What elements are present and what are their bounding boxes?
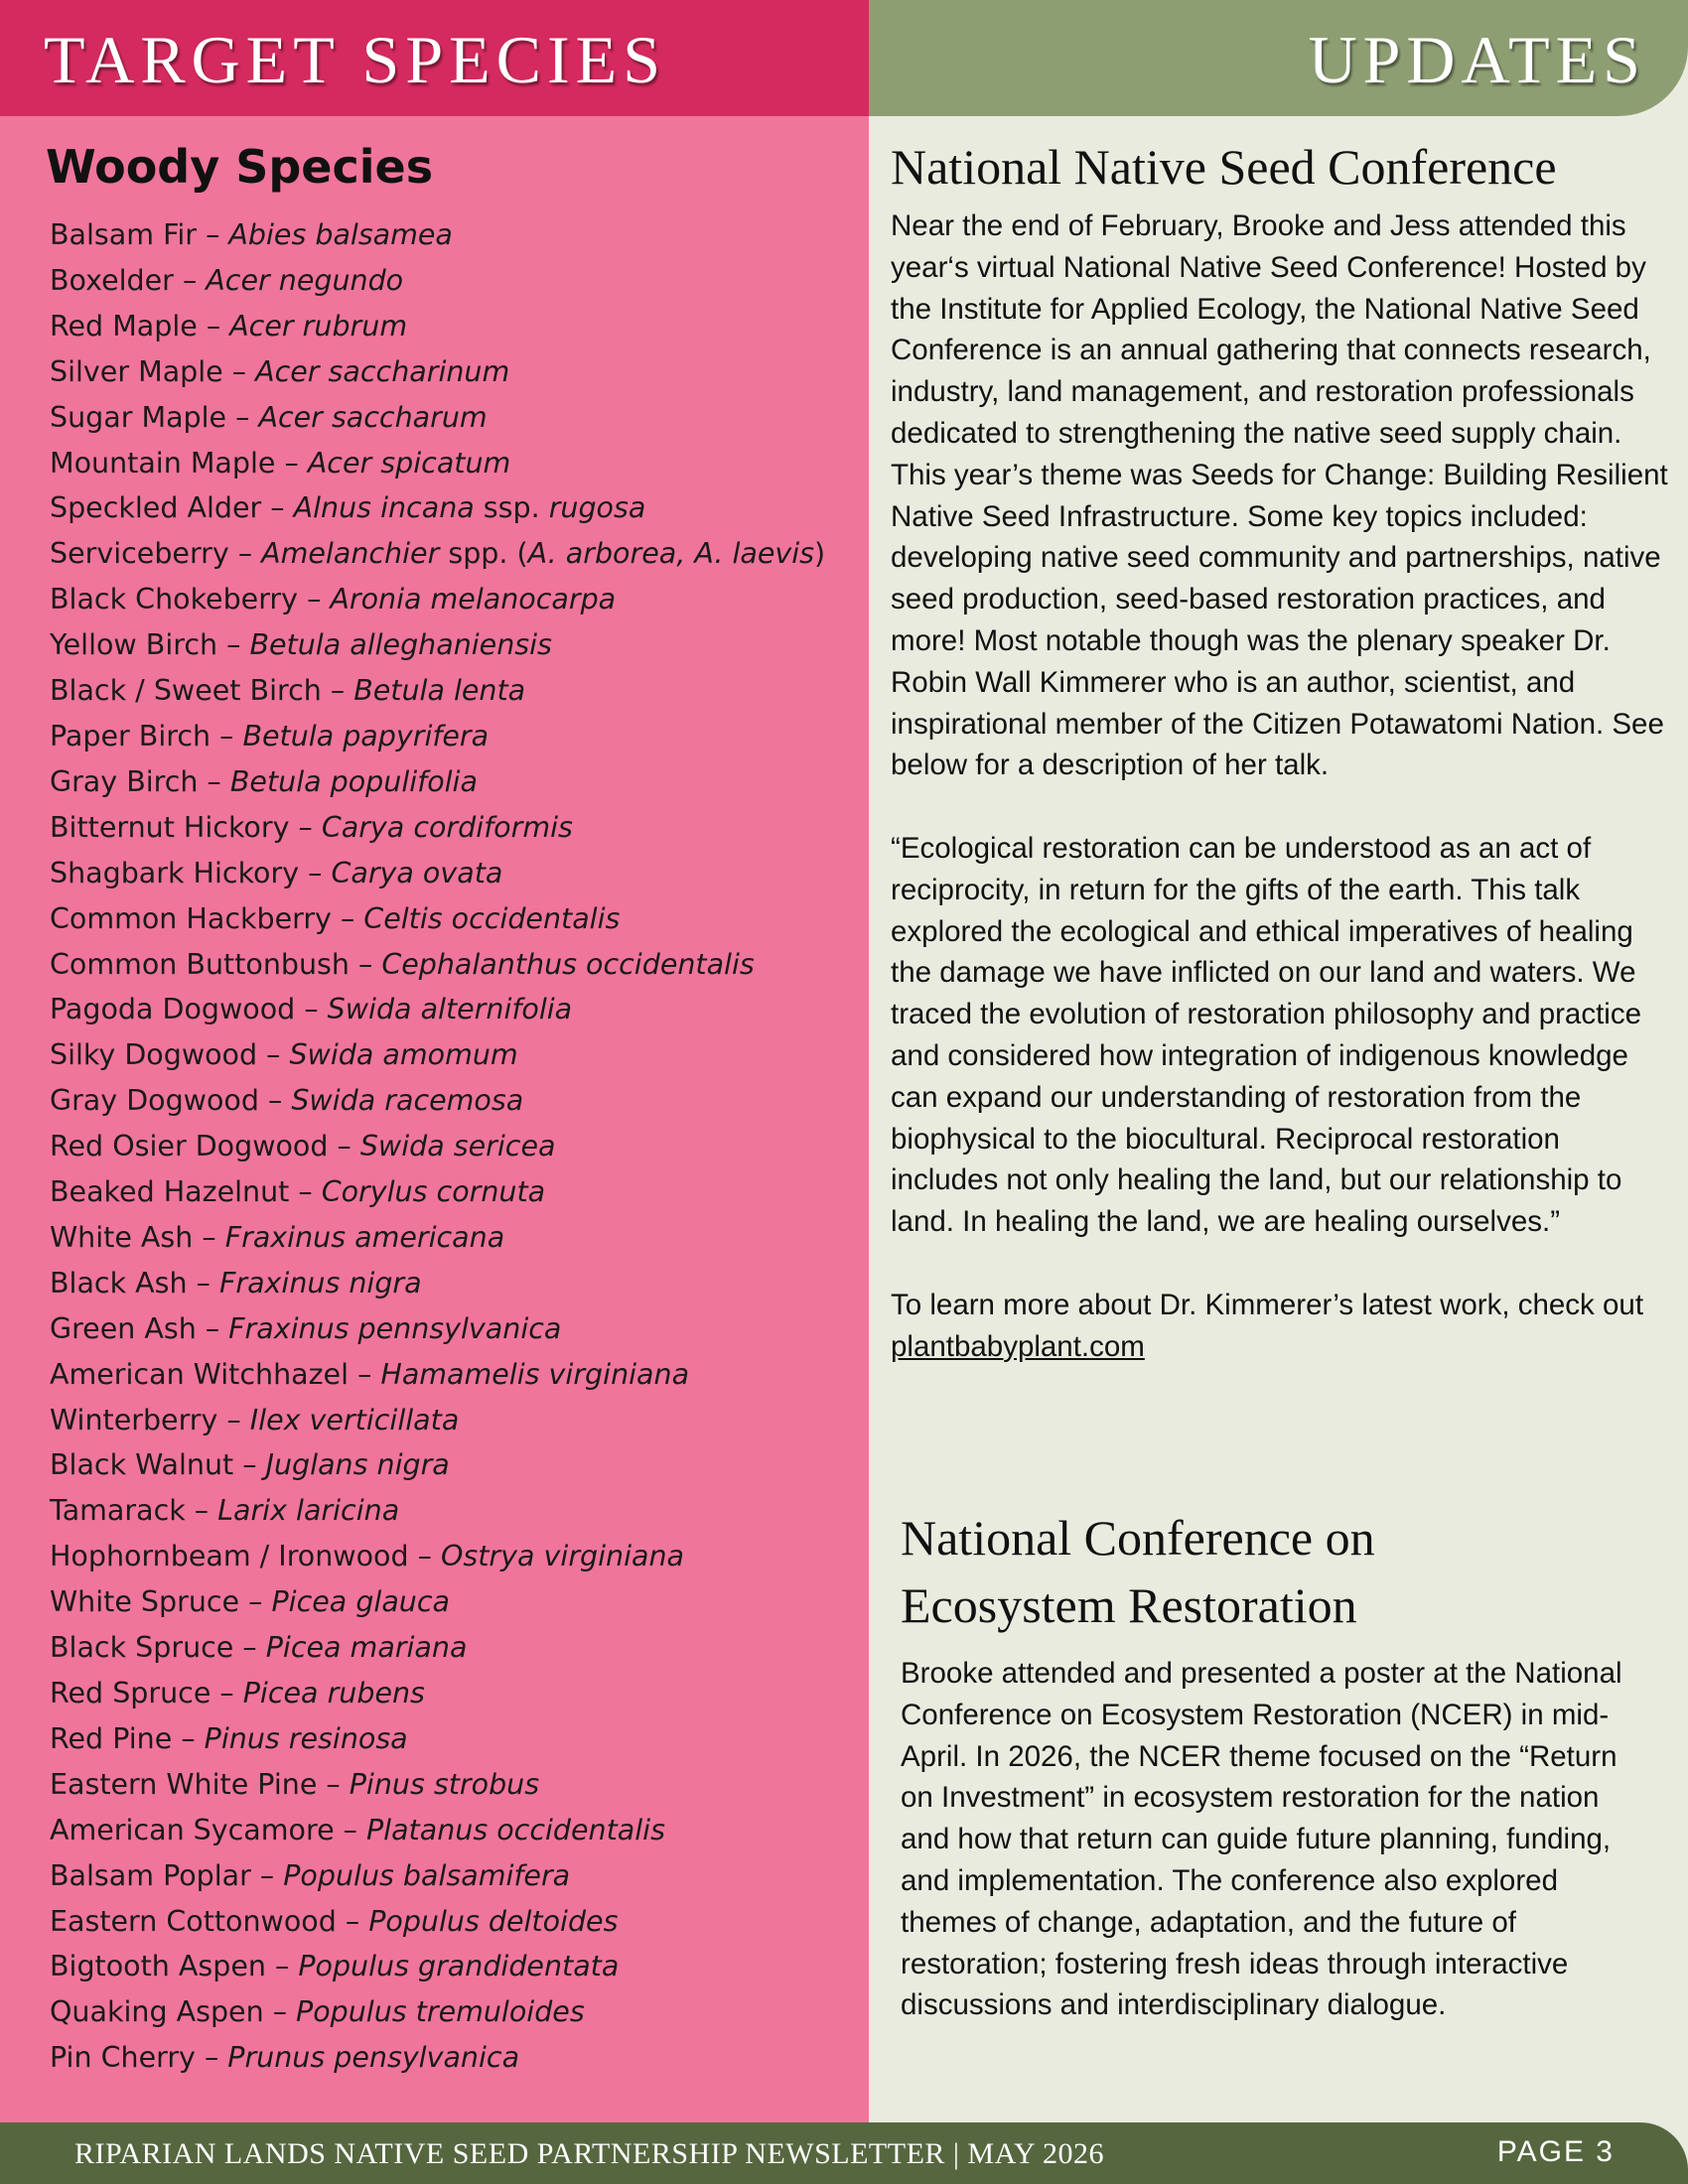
species-latin-name: Hamamelis virginiana (380, 1357, 690, 1391)
species-latin-name: Betula populifolia (229, 764, 478, 798)
species-common-name: Green Ash (50, 1311, 197, 1345)
ncer-body (901, 1653, 1625, 2026)
species-common-name: Pin Cherry (50, 2041, 196, 2075)
species-common-name: Common Hackberry (50, 901, 332, 935)
species-qualifier: ssp. (474, 491, 549, 525)
target-species-heading: TARGET SPECIES (44, 22, 667, 97)
species-item: Pin Cherry – Prunus pensylvanica (50, 2041, 520, 2075)
ncer-title-line1: National Conference on (901, 1510, 1375, 1566)
learn-more-paragraph (891, 1285, 1675, 1368)
species-latin-name: Swida alternifolia (327, 993, 573, 1026)
species-common-name: Winterberry (50, 1403, 218, 1436)
species-item: Silky Dogwood – Swida amomum (50, 1038, 518, 1072)
seed-conference-body (891, 205, 1675, 1367)
species-latin-name: Juglans nigra (265, 1448, 450, 1482)
species-common-name: Balsam Fir (50, 218, 198, 251)
species-item: Black / Sweet Birch – Betula lenta (50, 674, 526, 708)
woody-species-list (50, 212, 859, 2081)
species-latin-name: Fraxinus americana (224, 1220, 505, 1254)
species-item: Mountain Maple – Acer spicatum (50, 446, 511, 479)
species-latin-name: Celtis occidentalis (363, 901, 621, 935)
species-common-name: Beaked Hazelnut (50, 1175, 290, 1209)
species-latin-name: Carya cordiformis (321, 810, 573, 844)
species-item: Eastern White Pine – Pinus strobus (50, 1767, 540, 1801)
species-latin-name: Populus balsamifera (283, 1858, 571, 1892)
species-item: Gray Dogwood – Swida racemosa (50, 1084, 524, 1118)
species-latin-name: Prunus pensylvanica (227, 2041, 520, 2075)
footer-title: RIPARIAN LANDS NATIVE SEED PARTNERSHIP NEWSLETTER | MAY 2026 (74, 2137, 1105, 2170)
species-latin-name: Carya ovata (331, 856, 503, 889)
species-common-name: Black Ash (50, 1266, 188, 1299)
species-item: Boxelder – Acer negundo (50, 263, 404, 297)
species-item: Red Spruce – Picea rubens (50, 1677, 425, 1709)
species-latin-detail: A. arborea, A. laevis (527, 537, 815, 571)
species-item: Eastern Cottonwood – Populus deltoides (50, 1904, 619, 1938)
species-common-name: Balsam Poplar (50, 1858, 251, 1892)
species-latin-name: Betula lenta (353, 674, 526, 708)
species-item: Green Ash – Fraxinus pennsylvanica (50, 1311, 562, 1345)
species-common-name: Gray Dogwood (50, 1084, 259, 1118)
kimmerer-quote: “Ecological restoration can be understood as an act of reciprocity, in return for the gifts of the earth. This talk explored the ecological and ethical imperatives of healing the damage we have inflicted on our land and waters. We traced the evolution of restoration philosophy and practice and considered how integration of indigenous knowledge can expand our understanding of restoration from the biophysical to the biocultural. Reciprocal restoration includes not only healing the land, but our relationship to land. In healing the land, we are healing ourselves.” (891, 831, 1641, 1239)
species-item: American Witchhazel – Hamamelis virginiana (50, 1357, 690, 1391)
species-item: White Spruce – Picea glauca (50, 1585, 450, 1619)
species-item: Black Spruce – Picea mariana (50, 1631, 468, 1665)
species-item: Pagoda Dogwood – Swida alternifolia (50, 993, 573, 1026)
species-latin-name: Platanus occidentalis (365, 1813, 665, 1846)
species-common-name: Tamarack (50, 1494, 186, 1528)
species-common-name: Yellow Birch (50, 628, 218, 662)
species-common-name: White Spruce (50, 1585, 240, 1619)
species-latin-name: Acer rubrum (229, 309, 408, 342)
species-common-name: Pagoda Dogwood (50, 993, 296, 1026)
species-common-name: Quaking Aspen (50, 1995, 264, 2029)
species-item: Beaked Hazelnut – Corylus cornuta (50, 1175, 546, 1209)
species-item: Tamarack – Larix laricina (50, 1494, 400, 1528)
species-latin-detail: rugosa (548, 491, 646, 525)
species-common-name: Eastern White Pine (50, 1767, 318, 1801)
species-latin-name: Alnus incana (293, 491, 475, 525)
species-common-name: Gray Birch (50, 764, 199, 798)
ncer-title-line2: Ecosystem Restoration (901, 1577, 1357, 1633)
species-latin-name: Swida sericea (359, 1130, 556, 1163)
species-latin-name: Betula alleghaniensis (249, 628, 552, 662)
species-common-name: Eastern Cottonwood (50, 1904, 337, 1938)
ncer-paragraph: Brooke attended and presented a poster at the National Conference on Ecosystem Restoration (NCER) in mid-April. In 2026, the NCER theme focused on the “Return on Investment” in ecosystem restoration for the nation and how that return can guide future planning, funding, and implementation. The conference also explored themes of change, adaptation, and the future of restoration; fostering fresh ideas through interactive discussions and interdisciplinary dialogue. (901, 1657, 1622, 2022)
updates-heading: UPDATES (1308, 22, 1646, 97)
species-item: Shagbark Hickory – Carya ovata (50, 856, 503, 889)
species-item: Serviceberry – Amelanchier spp. (A. arborea, A. laevis) (50, 537, 826, 571)
species-common-name: Red Osier Dogwood (50, 1130, 329, 1163)
species-item: Bitternut Hickory – Carya cordiformis (50, 810, 573, 844)
species-item: Gray Birch – Betula populifolia (50, 764, 478, 798)
species-common-name: Bitternut Hickory (50, 810, 290, 844)
species-item: Paper Birch – Betula papyrifera (50, 719, 490, 752)
species-latin-name: Acer negundo (206, 263, 404, 297)
species-latin-name: Picea rubens (242, 1677, 425, 1709)
species-latin-name: Aronia melanocarpa (330, 583, 617, 616)
species-common-name: American Witchhazel (50, 1357, 350, 1391)
species-common-name: Serviceberry (50, 537, 229, 571)
species-latin-name: Betula papyrifera (242, 719, 490, 752)
target-species-header (0, 0, 869, 116)
species-common-name: Silky Dogwood (50, 1038, 258, 1072)
species-common-name: White Ash (50, 1220, 194, 1254)
seed-conference-title: National Native Seed Conference (891, 139, 1557, 195)
species-latin-name: Abies balsamea (228, 218, 453, 251)
species-latin-name: Picea glauca (271, 1585, 450, 1619)
species-tail: ) (814, 537, 826, 571)
species-item: Red Pine – Pinus resinosa (50, 1721, 408, 1755)
species-latin-name: Larix laricina (217, 1494, 400, 1528)
species-latin-name: Acer spicatum (307, 446, 511, 479)
species-latin-name: Swida amomum (289, 1038, 518, 1072)
page-number: PAGE 3 (1496, 2135, 1615, 2168)
species-item: Black Chokeberry – Aronia melanocarpa (50, 583, 617, 616)
species-common-name: Mountain Maple (50, 446, 276, 479)
species-common-name: Black Walnut (50, 1448, 234, 1482)
species-item: Winterberry – Ilex verticillata (50, 1403, 460, 1436)
species-latin-name: Corylus cornuta (321, 1175, 546, 1209)
species-item: Bigtooth Aspen – Populus grandidentata (50, 1950, 620, 1983)
species-item: Black Walnut – Juglans nigra (50, 1448, 450, 1482)
plantbabyplant-link[interactable]: plantbabyplant.com (891, 1329, 1145, 1363)
species-common-name: Boxelder (50, 263, 174, 297)
species-common-name: Hophornbeam / Ironwood (50, 1540, 409, 1573)
species-item: Speckled Alder – Alnus incana ssp. rugosa (50, 491, 646, 525)
species-latin-name: Populus tremuloides (296, 1995, 585, 2029)
species-latin-name: Amelanchier (261, 537, 440, 571)
species-latin-name: Pinus resinosa (204, 1721, 408, 1755)
species-item: Common Buttonbush – Cephalanthus occidentalis (50, 947, 755, 981)
species-latin-name: Picea mariana (265, 1631, 468, 1665)
woody-species-title: Woody Species (46, 140, 434, 194)
species-item: Yellow Birch – Betula alleghaniensis (50, 628, 552, 662)
species-common-name: Common Buttonbush (50, 947, 350, 981)
species-latin-name: Acer saccharum (258, 400, 488, 434)
updates-header (869, 0, 1688, 116)
species-common-name: Black Chokeberry (50, 583, 299, 616)
species-common-name: Red Spruce (50, 1677, 211, 1709)
species-item: Red Maple – Acer rubrum (50, 309, 408, 342)
species-latin-name: Pinus strobus (349, 1767, 540, 1801)
species-common-name: Black Spruce (50, 1631, 234, 1665)
species-latin-name: Cephalanthus occidentalis (381, 947, 755, 981)
species-common-name: Red Maple (50, 309, 198, 342)
species-item: American Sycamore – Platanus occidentalis (50, 1813, 665, 1846)
species-common-name: American Sycamore (50, 1813, 335, 1846)
species-common-name: Shagbark Hickory (50, 856, 300, 889)
species-common-name: Sugar Maple (50, 400, 227, 434)
species-latin-name: Populus grandidentata (298, 1950, 620, 1983)
learn-more-text: To learn more about Dr. Kimmerer’s latest work, check out (891, 1288, 1644, 1321)
species-item: Quaking Aspen – Populus tremuloides (50, 1995, 585, 2029)
species-common-name: Paper Birch (50, 719, 211, 752)
species-item: Black Ash – Fraxinus nigra (50, 1266, 422, 1299)
species-item: Silver Maple – Acer saccharinum (50, 354, 510, 388)
species-item: Balsam Fir – Abies balsamea (50, 218, 453, 251)
species-item: Red Osier Dogwood – Swida sericea (50, 1130, 556, 1163)
species-latin-name: Fraxinus pennsylvanica (228, 1311, 562, 1345)
species-qualifier: spp. ( (439, 537, 528, 571)
species-latin-name: Swida racemosa (291, 1084, 524, 1118)
species-common-name: Bigtooth Aspen (50, 1950, 266, 1983)
newsletter-footer (0, 2122, 1688, 2184)
seed-conference-paragraph: Near the end of February, Brooke and Jess attended this year‘s virtual National Native Seed Conference! Hosted by the Institute for Applied Ecology, the National Native Seed Conference is an annual gathering that connects research, industry, land management, and restoration professionals dedicated to strengthening the native seed supply chain. This year’s theme was Seeds for Change: Building Resilient Native Seed Infrastructure. Some key topics included: developing native seed community and partnerships, native seed production, seed-based restoration practices, and more! Most notable though was the plenary speaker Dr. Robin Wall Kimmerer who is an author, scientist, and inspirational member of the Citizen Potawatomi Nation. See below for a description of her talk. (891, 209, 1668, 782)
species-item: Hophornbeam / Ironwood – Ostrya virginiana (50, 1540, 685, 1573)
species-common-name: Speckled Alder (50, 491, 262, 525)
species-latin-name: Ilex verticillata (249, 1403, 460, 1436)
species-common-name: Silver Maple (50, 354, 223, 388)
species-item: Sugar Maple – Acer saccharum (50, 400, 488, 434)
species-latin-name: Populus deltoides (368, 1904, 619, 1938)
species-item: Common Hackberry – Celtis occidentalis (50, 901, 621, 935)
species-latin-name: Fraxinus nigra (218, 1266, 422, 1299)
species-item: Balsam Poplar – Populus balsamifera (50, 1858, 571, 1892)
species-latin-name: Ostrya virginiana (440, 1540, 685, 1573)
species-item: White Ash – Fraxinus americana (50, 1220, 505, 1254)
species-latin-name: Acer saccharinum (255, 354, 510, 388)
species-common-name: Black / Sweet Birch (50, 674, 322, 708)
species-common-name: Red Pine (50, 1721, 173, 1755)
